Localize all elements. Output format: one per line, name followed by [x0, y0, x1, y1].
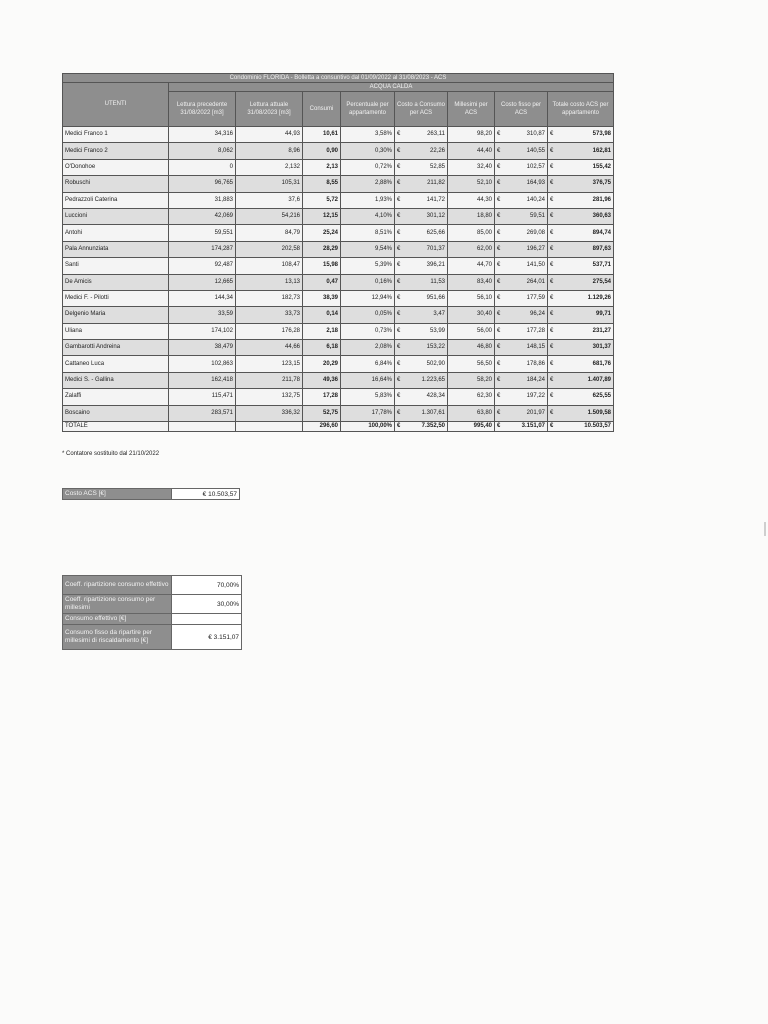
cell-lettura-precedente: 174,102 — [169, 323, 236, 339]
user-name-cell: Zalaffi — [63, 389, 169, 405]
total-row — [63, 422, 614, 432]
cell-costo-consumo: 1.307,61 — [403, 405, 448, 421]
cell-consumi: 6,18 — [303, 340, 341, 356]
cell-lettura-attuale: 176,28 — [236, 323, 303, 339]
cell-totale: 537,71 — [556, 258, 614, 274]
costo-acs-box — [62, 488, 240, 500]
cell-millesimi: 98,20 — [448, 127, 495, 143]
total-empty — [236, 422, 303, 432]
costo-acs-label: Costo ACS [€] — [63, 489, 172, 500]
cell-costo-fisso: 140,55 — [503, 143, 548, 159]
currency-symbol: € — [395, 274, 403, 290]
cell-percentuale: 0,73% — [341, 323, 395, 339]
currency-symbol: € — [495, 192, 503, 208]
cell-totale: 894,74 — [556, 225, 614, 241]
table-title: Condominio FLORIDA - Bolletta a consuntivo dal 01/09/2022 al 31/08/2023 - ACS — [63, 74, 614, 83]
total-empty — [169, 422, 236, 432]
currency-symbol: € — [395, 241, 403, 257]
currency-symbol: € — [495, 274, 503, 290]
cell-consumi: 25,24 — [303, 225, 341, 241]
coeff-value-millesimi: 30,00% — [172, 595, 242, 614]
currency-symbol: € — [548, 405, 556, 421]
cell-percentuale: 6,84% — [341, 356, 395, 372]
cell-lettura-precedente: 31,883 — [169, 192, 236, 208]
cell-costo-consumo: 3,47 — [403, 307, 448, 323]
currency-symbol: € — [548, 307, 556, 323]
coeff-label-effettivo: Coeff. ripartizione consumo effettivo — [63, 576, 172, 595]
cell-costo-fisso: 177,59 — [503, 290, 548, 306]
currency-symbol: € — [495, 208, 503, 224]
cell-costo-fisso: 197,22 — [503, 389, 548, 405]
cell-costo-consumo: 211,82 — [403, 176, 448, 192]
currency-symbol: € — [395, 422, 403, 432]
currency-symbol: € — [495, 241, 503, 257]
cell-percentuale: 16,64% — [341, 372, 395, 388]
currency-symbol: € — [548, 323, 556, 339]
billing-table — [62, 73, 614, 432]
cell-totale: 360,63 — [556, 208, 614, 224]
cell-consumi: 12,15 — [303, 208, 341, 224]
cell-costo-consumo: 951,66 — [403, 290, 448, 306]
cell-percentuale: 9,54% — [341, 241, 395, 257]
currency-symbol: € — [395, 389, 403, 405]
cell-lettura-precedente: 38,479 — [169, 340, 236, 356]
cell-costo-fisso: 310,87 — [503, 127, 548, 143]
currency-symbol: € — [395, 258, 403, 274]
currency-symbol: € — [395, 323, 403, 339]
currency-symbol: € — [548, 176, 556, 192]
cell-lettura-precedente: 12,665 — [169, 274, 236, 290]
costo-acs-value: € 10.503,57 — [172, 489, 240, 500]
cell-lettura-precedente: 162,418 — [169, 372, 236, 388]
currency-symbol: € — [495, 258, 503, 274]
currency-symbol: € — [548, 143, 556, 159]
cell-lettura-precedente: 144,34 — [169, 290, 236, 306]
currency-symbol: € — [395, 159, 403, 175]
currency-symbol: € — [495, 159, 503, 175]
currency-symbol: € — [395, 340, 403, 356]
cell-millesimi: 32,40 — [448, 159, 495, 175]
cell-totale: 275,54 — [556, 274, 614, 290]
cell-lettura-attuale: 202,58 — [236, 241, 303, 257]
coeff-value-consumo-effettivo — [172, 614, 242, 625]
cell-percentuale: 5,39% — [341, 258, 395, 274]
cell-costo-fisso: 96,24 — [503, 307, 548, 323]
currency-symbol: € — [495, 176, 503, 192]
cell-millesimi: 62,30 — [448, 389, 495, 405]
cell-totale: 625,55 — [556, 389, 614, 405]
cell-consumi: 10,61 — [303, 127, 341, 143]
user-name-cell: Luccioni — [63, 208, 169, 224]
currency-symbol: € — [495, 225, 503, 241]
user-name-cell: Santi — [63, 258, 169, 274]
scan-edge-mark — [764, 522, 766, 536]
cell-costo-consumo: 52,85 — [403, 159, 448, 175]
currency-symbol: € — [395, 127, 403, 143]
cell-consumi: 17,28 — [303, 389, 341, 405]
cell-costo-consumo: 428,34 — [403, 389, 448, 405]
cell-costo-fisso: 140,24 — [503, 192, 548, 208]
currency-symbol: € — [548, 372, 556, 388]
cell-costo-consumo: 301,12 — [403, 208, 448, 224]
cell-lettura-attuale: 8,96 — [236, 143, 303, 159]
currency-symbol: € — [495, 307, 503, 323]
cell-lettura-precedente: 102,863 — [169, 356, 236, 372]
table-row — [63, 159, 614, 175]
coeff-label-consumo-fisso: Consumo fisso da ripartire per millesimi di riscaldamento [€] — [63, 625, 172, 650]
table-row — [63, 340, 614, 356]
currency-symbol: € — [548, 258, 556, 274]
cell-percentuale: 3,58% — [341, 127, 395, 143]
cell-percentuale: 4,10% — [341, 208, 395, 224]
currency-symbol: € — [548, 356, 556, 372]
cell-millesimi: 44,40 — [448, 143, 495, 159]
cell-lettura-precedente: 92,487 — [169, 258, 236, 274]
user-name-cell: Cattaneo Luca — [63, 356, 169, 372]
table-row — [63, 143, 614, 159]
cell-lettura-precedente: 96,765 — [169, 176, 236, 192]
cell-totale: 681,76 — [556, 356, 614, 372]
cell-lettura-attuale: 37,6 — [236, 192, 303, 208]
cell-totale: 301,37 — [556, 340, 614, 356]
coeff-value-effettivo: 70,00% — [172, 576, 242, 595]
cell-consumi: 52,75 — [303, 405, 341, 421]
cell-costo-fisso: 264,01 — [503, 274, 548, 290]
cell-percentuale: 1,93% — [341, 192, 395, 208]
cell-percentuale: 0,72% — [341, 159, 395, 175]
billing-table-container — [62, 73, 613, 432]
cell-costo-consumo: 1.223,65 — [403, 372, 448, 388]
currency-symbol: € — [548, 208, 556, 224]
cell-costo-fisso: 201,97 — [503, 405, 548, 421]
cell-consumi: 38,39 — [303, 290, 341, 306]
currency-symbol: € — [395, 356, 403, 372]
currency-symbol: € — [395, 208, 403, 224]
total-label: TOTALE — [63, 422, 169, 432]
cell-millesimi: 44,70 — [448, 258, 495, 274]
cell-millesimi: 30,40 — [448, 307, 495, 323]
cell-costo-fisso: 59,51 — [503, 208, 548, 224]
currency-symbol: € — [395, 225, 403, 241]
user-name-cell: De Amicis — [63, 274, 169, 290]
currency-symbol: € — [395, 405, 403, 421]
cell-millesimi: 56,10 — [448, 290, 495, 306]
coefficients-box — [62, 575, 242, 650]
cell-costo-fisso: 141,50 — [503, 258, 548, 274]
currency-symbol: € — [495, 143, 503, 159]
cell-percentuale: 8,51% — [341, 225, 395, 241]
currency-symbol: € — [395, 176, 403, 192]
table-row — [63, 225, 614, 241]
cell-lettura-precedente: 115,471 — [169, 389, 236, 405]
cell-lettura-attuale: 13,13 — [236, 274, 303, 290]
cell-costo-fisso: 102,57 — [503, 159, 548, 175]
cell-millesimi: 63,80 — [448, 405, 495, 421]
footnote: * Contatore sostituito dal 21/10/2022 — [62, 451, 160, 457]
coeff-value-consumo-fisso: € 3.151,07 — [172, 625, 242, 650]
header-millesimi: Millesimi per ACS — [448, 92, 495, 127]
header-consumi: Consumi — [303, 92, 341, 127]
header-utenti: UTENTI — [63, 83, 169, 127]
table-row — [63, 127, 614, 143]
cell-consumi: 5,72 — [303, 192, 341, 208]
cell-consumi: 2,18 — [303, 323, 341, 339]
cell-totale: 897,63 — [556, 241, 614, 257]
cell-percentuale: 0,16% — [341, 274, 395, 290]
currency-symbol: € — [548, 290, 556, 306]
cell-lettura-attuale: 182,73 — [236, 290, 303, 306]
currency-symbol: € — [548, 127, 556, 143]
cell-percentuale: 2,88% — [341, 176, 395, 192]
total-totale: 10.503,57 — [556, 422, 614, 432]
table-subtitle: ACQUA CALDA — [169, 83, 614, 92]
cell-millesimi: 52,10 — [448, 176, 495, 192]
currency-symbol: € — [548, 389, 556, 405]
table-row — [63, 208, 614, 224]
cell-totale: 376,75 — [556, 176, 614, 192]
total-millesimi: 995,40 — [448, 422, 495, 432]
cell-millesimi: 18,80 — [448, 208, 495, 224]
currency-symbol: € — [495, 340, 503, 356]
user-name-cell: Pala Annunziata — [63, 241, 169, 257]
cell-consumi: 15,98 — [303, 258, 341, 274]
cell-totale: 99,71 — [556, 307, 614, 323]
cell-totale: 155,42 — [556, 159, 614, 175]
table-row — [63, 405, 614, 421]
table-row — [63, 323, 614, 339]
currency-symbol: € — [395, 290, 403, 306]
currency-symbol: € — [548, 192, 556, 208]
cell-millesimi: 56,00 — [448, 323, 495, 339]
currency-symbol: € — [395, 372, 403, 388]
cell-lettura-attuale: 54,216 — [236, 208, 303, 224]
cell-costo-consumo: 53,99 — [403, 323, 448, 339]
header-lettura-attuale: Lettura attuale 31/08/2023 [m3] — [236, 92, 303, 127]
cell-percentuale: 2,08% — [341, 340, 395, 356]
user-name-cell: Medici S. - Gallina — [63, 372, 169, 388]
table-row — [63, 307, 614, 323]
cell-costo-fisso: 164,93 — [503, 176, 548, 192]
table-row — [63, 356, 614, 372]
cell-costo-consumo: 701,37 — [403, 241, 448, 257]
currency-symbol: € — [548, 422, 556, 432]
currency-symbol: € — [395, 143, 403, 159]
table-row — [63, 389, 614, 405]
cell-millesimi: 58,20 — [448, 372, 495, 388]
user-name-cell: Pedrazzoli Caterina — [63, 192, 169, 208]
header-totale: Totale costo ACS per appartamento — [548, 92, 614, 127]
header-costo-fisso: Costo fisso per ACS — [495, 92, 548, 127]
table-row — [63, 192, 614, 208]
cell-costo-consumo: 263,11 — [403, 127, 448, 143]
user-name-cell: Antohi — [63, 225, 169, 241]
user-name-cell: O'Donohoe — [63, 159, 169, 175]
cell-millesimi: 83,40 — [448, 274, 495, 290]
user-name-cell: Gambarotti Andreina — [63, 340, 169, 356]
cell-costo-consumo: 141,72 — [403, 192, 448, 208]
currency-symbol: € — [548, 225, 556, 241]
cell-costo-consumo: 153,22 — [403, 340, 448, 356]
cell-millesimi: 46,80 — [448, 340, 495, 356]
cell-costo-fisso: 269,08 — [503, 225, 548, 241]
cell-totale: 1.509,58 — [556, 405, 614, 421]
total-consumi: 296,60 — [303, 422, 341, 432]
currency-symbol: € — [548, 274, 556, 290]
cell-percentuale: 0,30% — [341, 143, 395, 159]
cell-lettura-precedente: 283,571 — [169, 405, 236, 421]
cell-lettura-precedente: 34,316 — [169, 127, 236, 143]
total-percentuale: 100,00% — [341, 422, 395, 432]
cell-totale: 281,96 — [556, 192, 614, 208]
user-name-cell: Delgenio Maria — [63, 307, 169, 323]
currency-symbol: € — [495, 356, 503, 372]
currency-symbol: € — [548, 241, 556, 257]
user-name-cell: Medici F. - Pilotti — [63, 290, 169, 306]
coeff-label-consumo-effettivo: Consumo effettivo [€] — [63, 614, 172, 625]
cell-costo-fisso: 196,27 — [503, 241, 548, 257]
user-name-cell: Boscaino — [63, 405, 169, 421]
currency-symbol: € — [495, 372, 503, 388]
cell-costo-consumo: 502,90 — [403, 356, 448, 372]
currency-symbol: € — [548, 159, 556, 175]
cell-percentuale: 12,94% — [341, 290, 395, 306]
cell-totale: 573,98 — [556, 127, 614, 143]
cell-costo-fisso: 148,15 — [503, 340, 548, 356]
cell-lettura-attuale: 123,15 — [236, 356, 303, 372]
cell-lettura-attuale: 336,32 — [236, 405, 303, 421]
cell-totale: 1.407,89 — [556, 372, 614, 388]
table-body — [63, 127, 614, 432]
cell-lettura-attuale: 105,31 — [236, 176, 303, 192]
table-row — [63, 290, 614, 306]
cell-percentuale: 17,78% — [341, 405, 395, 421]
table-row — [63, 241, 614, 257]
cell-consumi: 0,90 — [303, 143, 341, 159]
user-name-cell: Medici Franco 1 — [63, 127, 169, 143]
cell-consumi: 20,29 — [303, 356, 341, 372]
user-name-cell: Uliana — [63, 323, 169, 339]
cell-lettura-precedente: 174,287 — [169, 241, 236, 257]
cell-lettura-attuale: 44,93 — [236, 127, 303, 143]
cell-millesimi: 44,30 — [448, 192, 495, 208]
cell-millesimi: 56,50 — [448, 356, 495, 372]
cell-lettura-attuale: 2,132 — [236, 159, 303, 175]
cell-costo-consumo: 22,26 — [403, 143, 448, 159]
currency-symbol: € — [495, 422, 503, 432]
cell-lettura-attuale: 211,78 — [236, 372, 303, 388]
cell-millesimi: 85,00 — [448, 225, 495, 241]
currency-symbol: € — [395, 307, 403, 323]
table-row — [63, 258, 614, 274]
currency-symbol: € — [548, 340, 556, 356]
table-row — [63, 372, 614, 388]
cell-costo-fisso: 184,24 — [503, 372, 548, 388]
cell-consumi: 8,55 — [303, 176, 341, 192]
currency-symbol: € — [495, 389, 503, 405]
cell-lettura-attuale: 33,73 — [236, 307, 303, 323]
user-name-cell: Medici Franco 2 — [63, 143, 169, 159]
cell-lettura-precedente: 59,551 — [169, 225, 236, 241]
cell-lettura-attuale: 108,47 — [236, 258, 303, 274]
cell-consumi: 0,47 — [303, 274, 341, 290]
cell-consumi: 0,14 — [303, 307, 341, 323]
cell-lettura-precedente: 33,59 — [169, 307, 236, 323]
cell-lettura-precedente: 42,069 — [169, 208, 236, 224]
table-row — [63, 176, 614, 192]
total-costo-consumo: 7.352,50 — [403, 422, 448, 432]
cell-costo-consumo: 11,53 — [403, 274, 448, 290]
currency-symbol: € — [495, 405, 503, 421]
cell-lettura-attuale: 84,79 — [236, 225, 303, 241]
currency-symbol: € — [495, 127, 503, 143]
header-percentuale: Percentuale per appartamento — [341, 92, 395, 127]
cell-consumi: 49,36 — [303, 372, 341, 388]
cell-consumi: 2,13 — [303, 159, 341, 175]
cell-lettura-precedente: 8,062 — [169, 143, 236, 159]
currency-symbol: € — [495, 290, 503, 306]
cell-costo-fisso: 177,28 — [503, 323, 548, 339]
cell-totale: 231,27 — [556, 323, 614, 339]
cell-lettura-precedente: 0 — [169, 159, 236, 175]
cell-costo-consumo: 625,66 — [403, 225, 448, 241]
cell-totale: 1.129,26 — [556, 290, 614, 306]
currency-symbol: € — [495, 323, 503, 339]
cell-percentuale: 0,05% — [341, 307, 395, 323]
cell-costo-fisso: 178,86 — [503, 356, 548, 372]
total-costo-fisso: 3.151,07 — [503, 422, 548, 432]
cell-percentuale: 5,83% — [341, 389, 395, 405]
header-costo-consumo: Costo a Consumo per ACS — [395, 92, 448, 127]
coeff-label-millesimi: Coeff. ripartizione consumo per millesimi — [63, 595, 172, 614]
user-name-cell: Robuschi — [63, 176, 169, 192]
header-lettura-precedente: Lettura precedente 31/08/2022 [m3] — [169, 92, 236, 127]
cell-consumi: 28,29 — [303, 241, 341, 257]
table-row — [63, 274, 614, 290]
cell-costo-consumo: 396,21 — [403, 258, 448, 274]
cell-lettura-attuale: 132,75 — [236, 389, 303, 405]
cell-totale: 162,81 — [556, 143, 614, 159]
currency-symbol: € — [395, 192, 403, 208]
cell-lettura-attuale: 44,66 — [236, 340, 303, 356]
cell-millesimi: 62,00 — [448, 241, 495, 257]
